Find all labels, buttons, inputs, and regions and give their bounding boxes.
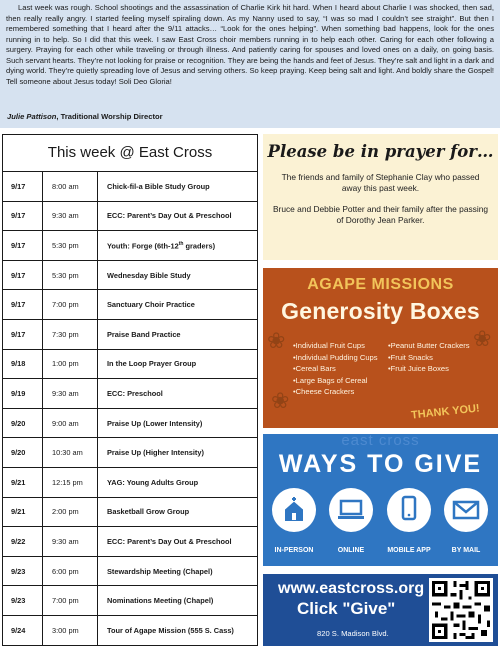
schedule-row [3,468,257,498]
donation-item: • Individual Fruit Cups [293,340,378,352]
phone-icon [387,488,431,532]
qr-code[interactable] [429,578,493,642]
schedule-time: 6:00 pm [43,557,98,586]
schedule-date: 9/17 [3,261,43,290]
agape-heading: AGAPE MISSIONS [307,276,454,293]
schedule-event: ECC: Parent’s Day Out & Preschool [107,536,232,546]
donation-item: • Fruit Snacks [388,352,470,364]
church-icon [272,488,316,532]
laptop-icon [329,488,373,532]
schedule-date: 9/17 [3,172,43,201]
thank-you-badge: THANK YOU! [410,402,481,422]
schedule-row [3,261,257,291]
schedule-date: 9/17 [3,320,43,349]
superscript: th [178,240,184,247]
schedule-time: 5:30 pm [43,231,98,260]
church-address: 820 S. Madison Blvd. [317,629,389,638]
schedule-event: Nominations Meeting (Chapel) [107,596,214,606]
schedule-date: 9/17 [3,290,43,319]
pastor-letter [0,0,500,128]
schedule-date: 9/21 [3,468,43,497]
schedule-event: Stewardship Meeting (Chapel) [107,566,213,576]
schedule-row [3,320,257,350]
schedule-event: Basketball Grow Group [107,507,190,517]
mail-icon [444,488,488,532]
schedule-event: Sanctuary Choir Practice [107,300,195,310]
schedule-row [3,409,257,439]
schedule-row [3,498,257,528]
schedule-row [3,350,257,380]
website-banner [263,574,498,646]
agape-missions-flyer [263,268,498,428]
schedule-date: 9/22 [3,527,43,556]
schedule-time: 9:30 am [43,527,98,556]
schedule-row [3,527,257,557]
leaf-icon: ❀ [267,328,286,353]
schedule-time: 3:00 pm [43,616,98,646]
donation-item: • Cheese Crackers [293,386,378,398]
letter-signature [7,112,163,121]
schedule-time: 9:30 am [43,202,98,231]
schedule-event: ECC: Preschool [107,388,163,398]
donation-item: • Large Bags of Cereal [293,375,378,387]
schedule-rows [3,172,257,646]
schedule-time: 7:30 pm [43,320,98,349]
prayer-box [263,134,498,260]
east-cross-watermark: east cross [341,434,420,449]
schedule-time: 2:00 pm [43,498,98,527]
schedule-row [3,586,257,616]
donation-item: • Cereal Bars [293,363,378,375]
schedule-title: This week @ East Cross [3,135,257,172]
schedule-row [3,231,257,261]
schedule-time: 5:30 pm [43,261,98,290]
donation-item: • Individual Pudding Cups [293,352,378,364]
donation-item: • Peanut Butter Crackers [388,340,470,352]
schedule-time: 7:00 pm [43,586,98,615]
schedule-event: In the Loop Prayer Group [107,359,197,369]
leaf-icon: ❀ [473,326,492,351]
leaf-icon: ❀ [271,388,290,413]
schedule-date: 9/24 [3,616,43,646]
agape-title: Generosity Boxes [281,298,480,324]
schedule-time: 12:15 pm [43,468,98,497]
schedule-event: YAG: Young Adults Group [107,477,199,487]
agape-list-1 [293,340,378,398]
schedule-row [3,438,257,468]
schedule-date: 9/23 [3,586,43,615]
letter-body: Last week was rough. School shootings and the assassination of Charlie Kirk hit hard. When I heard about Charlie I was shocked, then sad, then really really angry. I started feeling myself spiraling down. As my Nanny used to say, “I was so mad I couldn’t see straight”. But then I remembered something that I heard after the 9/11 attacks… “Look for the ones helping”. When something bad happens, look for the ones running in to help. So I did that this week. I saw East Cross choir members running in to help each other. Caring for each other following a surgery. Praying for each other while traveling or through illness. And patiently caring for spouses and loved ones on a daily, on going basis. Such servant hearts. They’re not looking for praise or recognition. They are being the hands and feet of Jesus. They’re salt and light in a dark and dying world. They’re quietly spreading love of Jesus and serving others. So keep praying. Keep being salt and light. And boldly share the Gospel! Tell someone about Jesus today! Soli Deo Gloria! [6,3,494,86]
schedule-time: 10:30 am [43,438,98,467]
schedule-date: 9/21 [3,498,43,527]
schedule-event: Praise Band Practice [107,329,181,339]
schedule-event: Wednesday Bible Study [107,270,191,280]
agape-list-2 [388,340,470,375]
schedule-event: Praise Up (Higher Intensity) [107,448,204,458]
letter-author: Julie Pattison [7,112,57,121]
schedule-event-text: Youth: Forge (6th-12 [107,241,179,251]
ways-to-give [263,434,498,566]
schedule-row [3,202,257,232]
letter-author-title: , Traditional Worship Director [56,112,163,121]
schedule-row [3,290,257,320]
schedule-row [3,379,257,409]
schedule-time: 8:00 am [43,172,98,201]
schedule-date: 9/20 [3,438,43,467]
schedule-date: 9/17 [3,231,43,260]
schedule-row [3,172,257,202]
prayer-title: Please be in prayer for… [267,142,494,161]
website-url[interactable]: www.eastcross.org [278,580,425,597]
schedule-date: 9/19 [3,379,43,408]
schedule-event: ECC: Parent’s Day Out & Preschool [107,211,232,221]
schedule-event [98,241,257,250]
give-option-online: ONLINE [337,547,365,554]
schedule-event: Chick-fil-a Bible Study Group [107,181,210,191]
schedule-row [3,557,257,587]
schedule-event: Praise Up (Lower Intensity) [107,418,203,428]
schedule-time: 1:00 pm [43,350,98,379]
schedule-date: 9/17 [3,202,43,231]
schedule-date: 9/18 [3,350,43,379]
click-give-label: Click "Give" [297,599,396,618]
donation-item: • Fruit Juice Boxes [388,363,470,375]
schedule-event-text-end: graders) [183,241,216,251]
prayer-item-1: The friends and family of Stephanie Clay who passed away this past week. [281,172,480,193]
weekly-schedule [2,134,258,646]
schedule-date: 9/20 [3,409,43,438]
ways-title: WAYS TO GIVE [278,450,483,478]
schedule-row [3,616,257,646]
give-option-by-mail: BY MAIL [451,547,481,554]
schedule-time: 9:30 am [43,379,98,408]
schedule-event: Tour of Agape Mission (555 S. Cass) [107,626,234,636]
schedule-date: 9/23 [3,557,43,586]
schedule-time: 9:00 am [43,409,98,438]
give-option-in-person: IN-PERSON [274,547,314,554]
give-option-mobile-app: MOBILE APP [387,547,431,554]
schedule-time: 7:00 pm [43,290,98,319]
prayer-item-2: Bruce and Debbie Potter and their family after the passing of Dorothy Jean Parker. [272,204,489,225]
